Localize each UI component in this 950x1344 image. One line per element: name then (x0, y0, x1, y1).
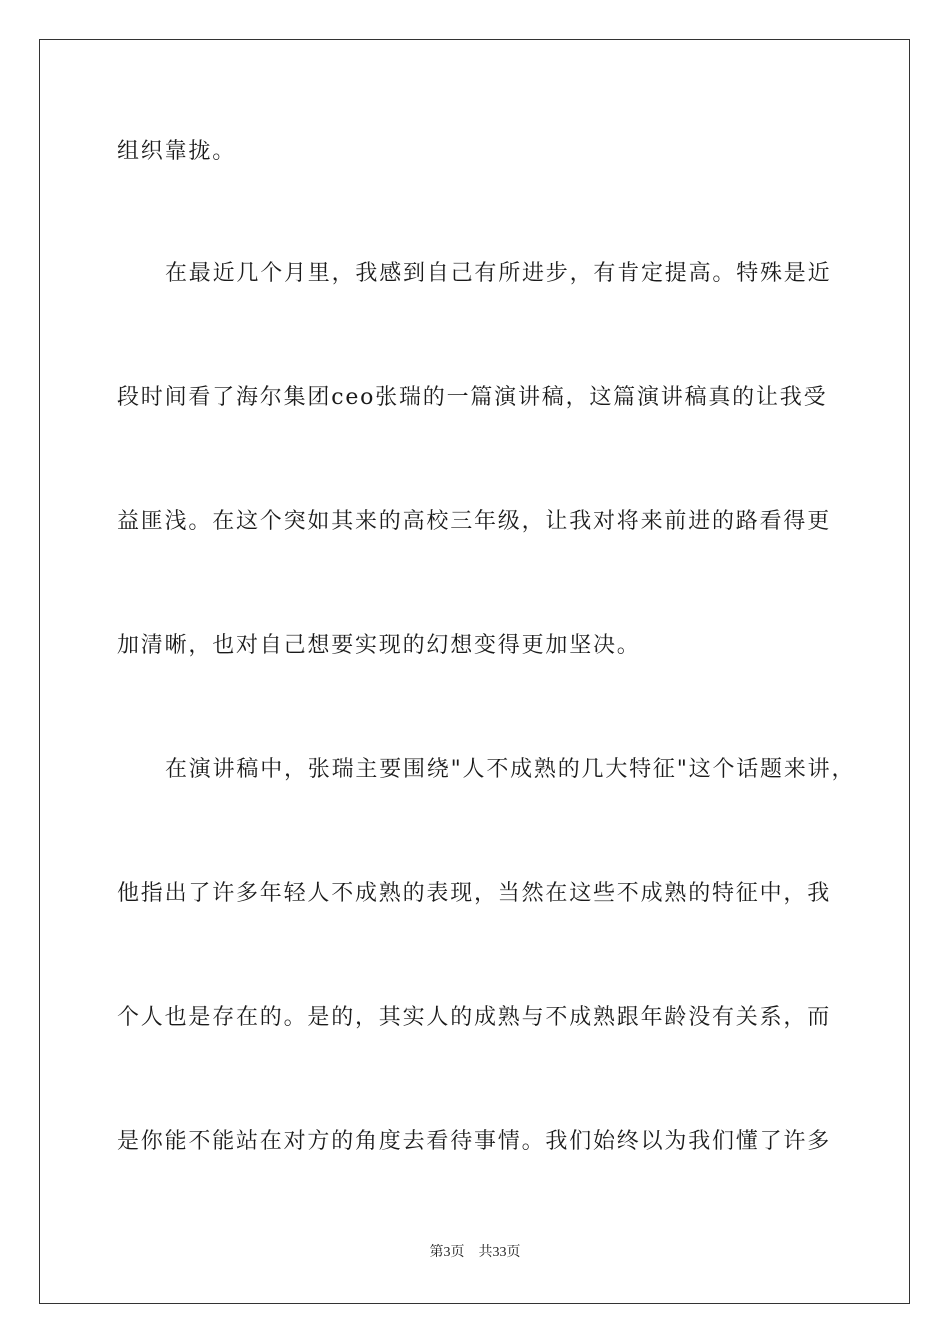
page-border (39, 39, 910, 1304)
paragraph-line: 他指出了许多年轻人不成熟的表现，当然在这些不成熟的特征中，我 (117, 881, 832, 906)
paragraph-line: 个人也是存在的。是的，其实人的成熟与不成熟跟年龄没有关系，而 (117, 1005, 832, 1030)
paragraph-line: 在最近几个月里，我感到自己有所进步，有肯定提高。特殊是近 (165, 261, 832, 286)
paragraph-line: 在演讲稿中，张瑞主要围绕"人不成熟的几大特征"这个话题来讲， (165, 757, 856, 782)
page-total: 共33页 (478, 1245, 521, 1260)
paragraph-line: 益匪浅。在这个突如其来的高校三年级，让我对将来前进的路看得更 (117, 509, 832, 534)
paragraph-line: 是你能不能站在对方的角度去看待事情。我们始终以为我们懂了许多 (117, 1129, 832, 1154)
paragraph-line: 段时间看了海尔集团ceo张瑞的一篇演讲稿，这篇演讲稿真的让我受 (117, 385, 828, 410)
paragraph-line: 加清晰，也对自己想要实现的幻想变得更加坚决。 (117, 633, 641, 658)
page-number: 第3页 (429, 1245, 465, 1260)
paragraph-line: 组织靠拢。 (117, 139, 237, 164)
page-footer (0, 1244, 950, 1262)
